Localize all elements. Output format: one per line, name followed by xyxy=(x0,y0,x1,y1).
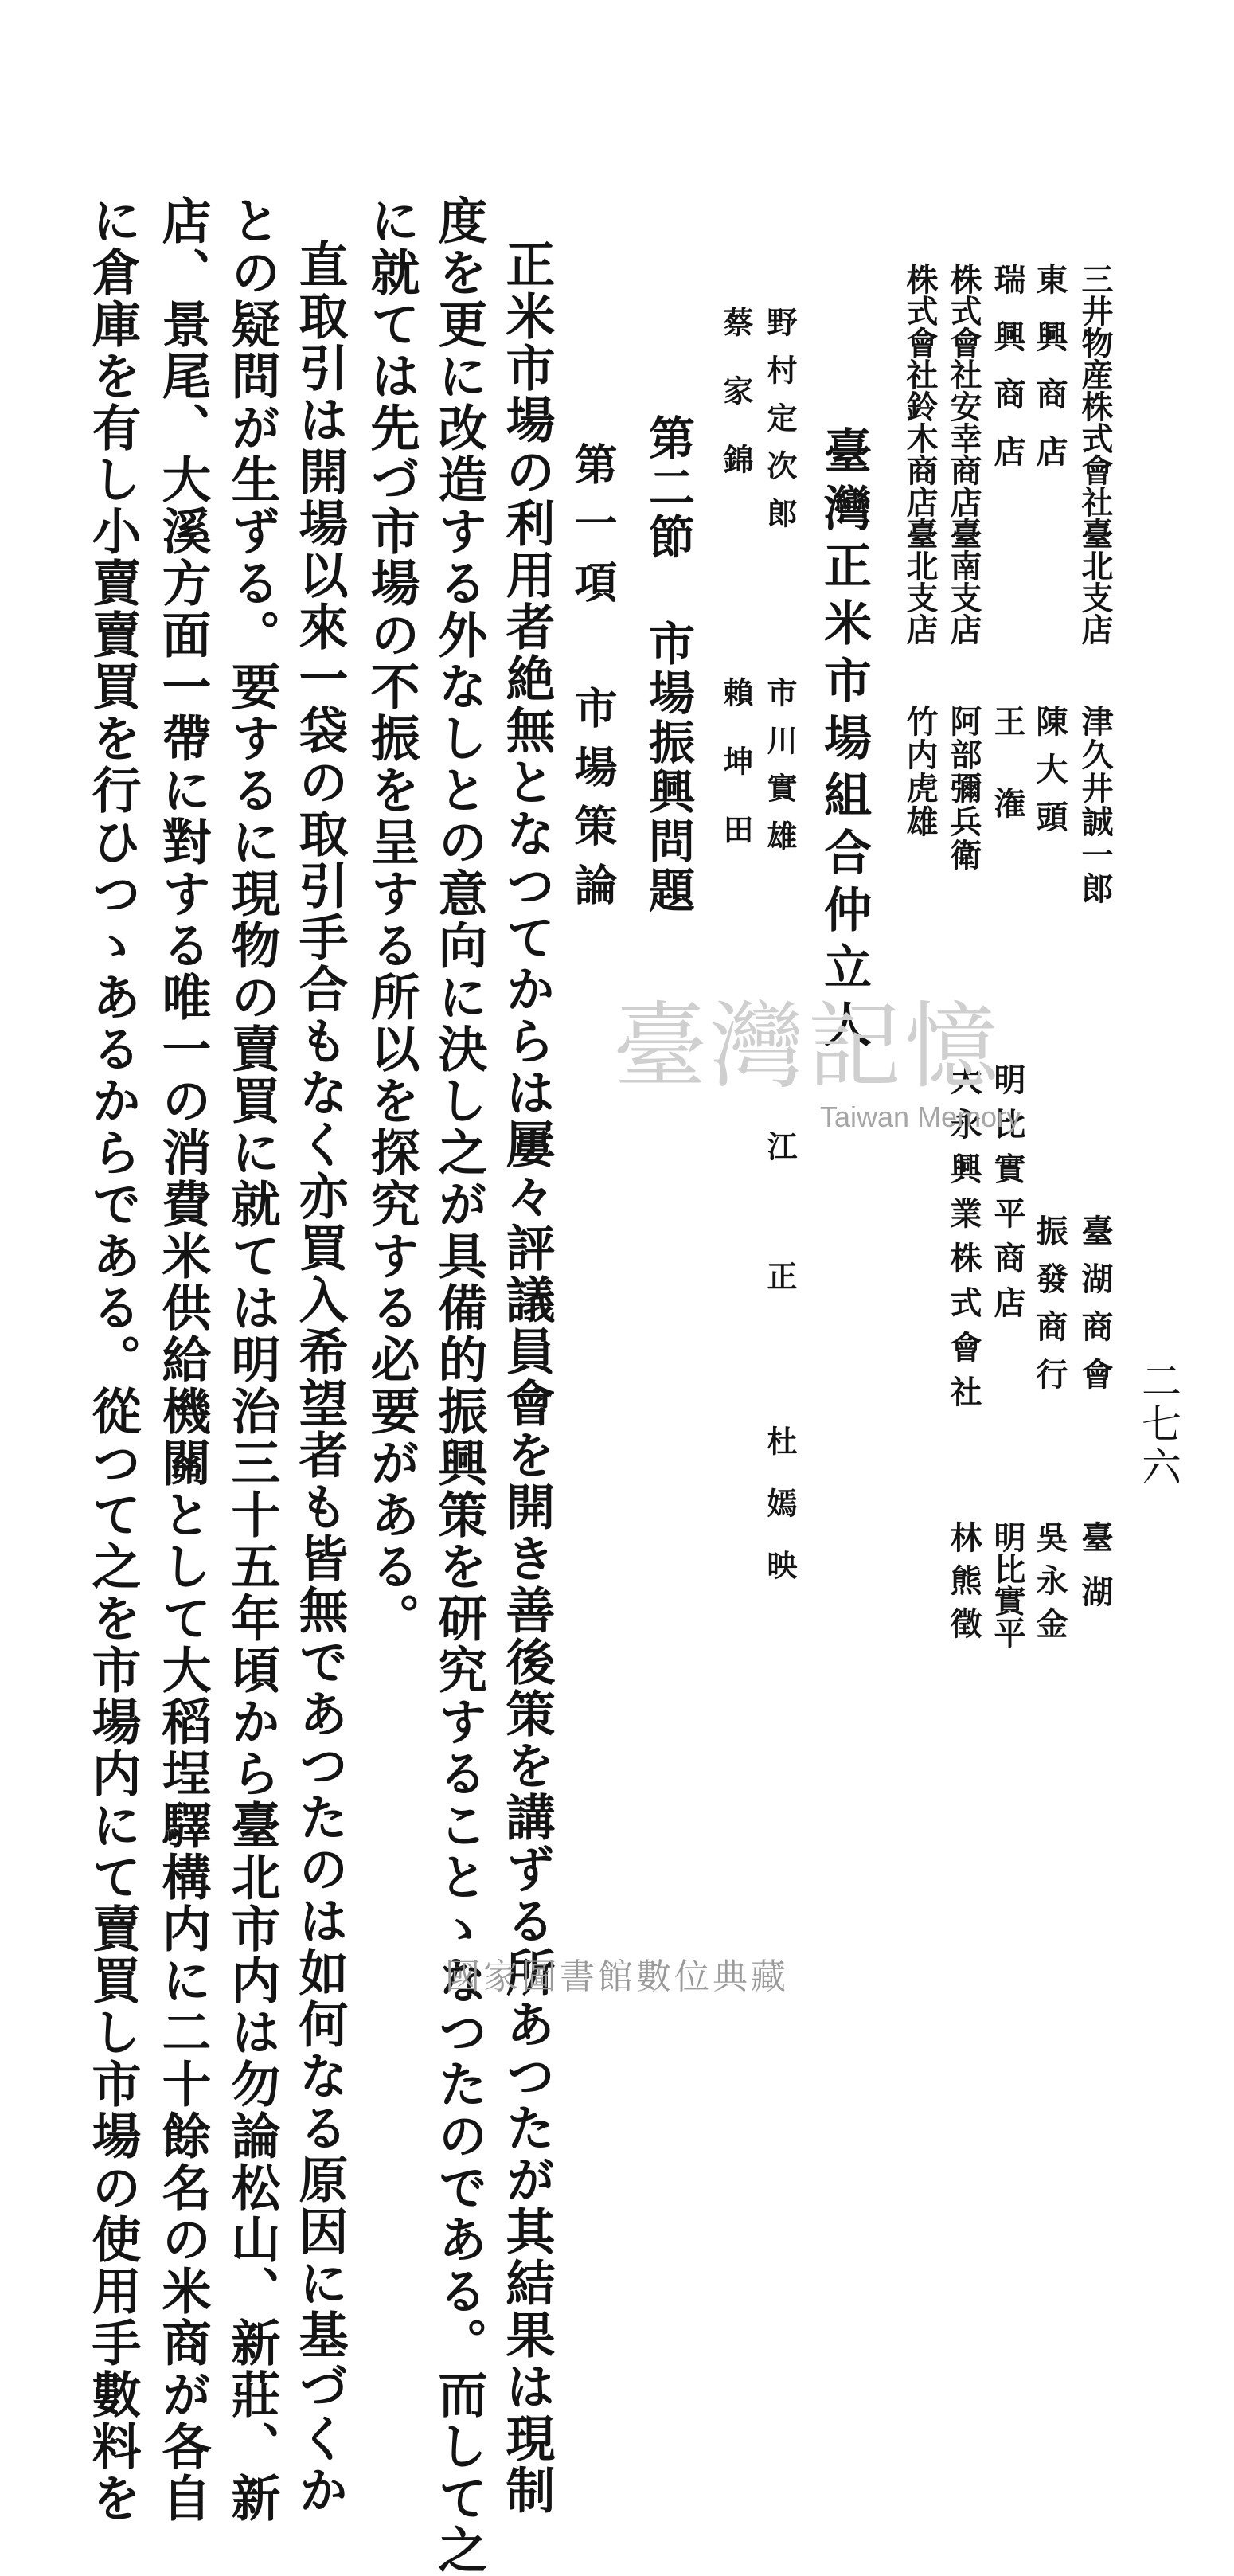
entry-company: 三井物産株式會社臺北支店 xyxy=(1076,263,1114,645)
body-line: に就ては先づ市場の不振を呈する所以を探究する必要がある。 xyxy=(362,195,420,1644)
entry-company: 東興商店 xyxy=(1031,263,1068,492)
entry-company-2: 明比實平商店 xyxy=(989,1063,1026,1331)
item-title: 第一項 市場策論 xyxy=(568,442,619,921)
watermark-subtext: Taiwan Memory xyxy=(820,1100,1021,1133)
member-name: 賴坤田 xyxy=(718,677,754,882)
entry-person: 竹内虎雄 xyxy=(901,705,939,838)
entry-person-2: 明比實平 xyxy=(989,1521,1026,1648)
body-line: 度を更に改造する外なしとの意向に決し之が具備的振興策を研究することゝなつたのである。而して之 xyxy=(430,195,488,2576)
member-name: 野村定次郎 xyxy=(762,307,798,545)
entry-company-2: 大永興業株式會社 xyxy=(945,1063,982,1420)
entry-company: 株式會社鈴木商店臺北支店 xyxy=(901,263,939,645)
entry-person-2: 林熊徵 xyxy=(945,1521,982,1650)
entry-person: 阿部彌兵衛 xyxy=(945,705,982,872)
body-line: 直取引は開場以來一袋の取引手合もなく亦買入希望者も皆無であつたのは如何なる原因に基づくか xyxy=(291,239,349,2516)
body-line: に倉庫を有し小賣賣買を行ひつゝあるからである。從つて之を市場内にて賣買し市場の使用手數料を xyxy=(84,195,142,2524)
entry-person: 陳大頭 xyxy=(1031,705,1068,848)
body-line: との疑問が生ずる。要するに現物の賣買に就ては明治三十五年頃から臺北市内は勿論松山、新莊、新 xyxy=(223,195,281,2524)
entry-person-2: 吳永金 xyxy=(1031,1521,1068,1650)
association-title: 臺灣正米市場組合仲立人 xyxy=(816,426,872,1057)
member-name: 杜嫣映 xyxy=(762,1425,798,1612)
member-name: 市川實雄 xyxy=(762,677,798,868)
entry-company-2: 臺湖商會 xyxy=(1076,1214,1114,1405)
page-number: 二七六 xyxy=(1135,1360,1181,1489)
footer-archive-label: 國家圖書館數位典藏 xyxy=(445,1956,789,1997)
entry-person: 津久井誠一郎 xyxy=(1076,705,1114,905)
entry-company-2: 振發商行 xyxy=(1031,1214,1068,1405)
entry-company: 株式會社安幸商店臺南支店 xyxy=(945,263,982,645)
watermark-logo xyxy=(613,991,1059,1159)
member-name: 蔡家錦 xyxy=(718,307,754,512)
body-line: 正米市場の利用者絶無となつてからは屢々評議員會を開き善後策を講ずる所あつたが其結果は現制 xyxy=(498,239,556,2516)
entry-company: 瑞興商店 xyxy=(989,263,1026,492)
watermark-text: 臺灣記憶 xyxy=(613,991,1002,1101)
section-title: 第二節 市場振興問題 xyxy=(641,414,695,916)
body-line: 店、景尾、大溪方面一帶に對する唯一の消費米供給機關として大稻埕驛構内に二十餘名の米商が各自 xyxy=(154,195,212,2524)
member-name: 江 正 xyxy=(762,1131,798,1323)
entry-person-2: 臺湖 xyxy=(1076,1521,1114,1629)
entry-person: 王 潅 xyxy=(989,705,1026,825)
